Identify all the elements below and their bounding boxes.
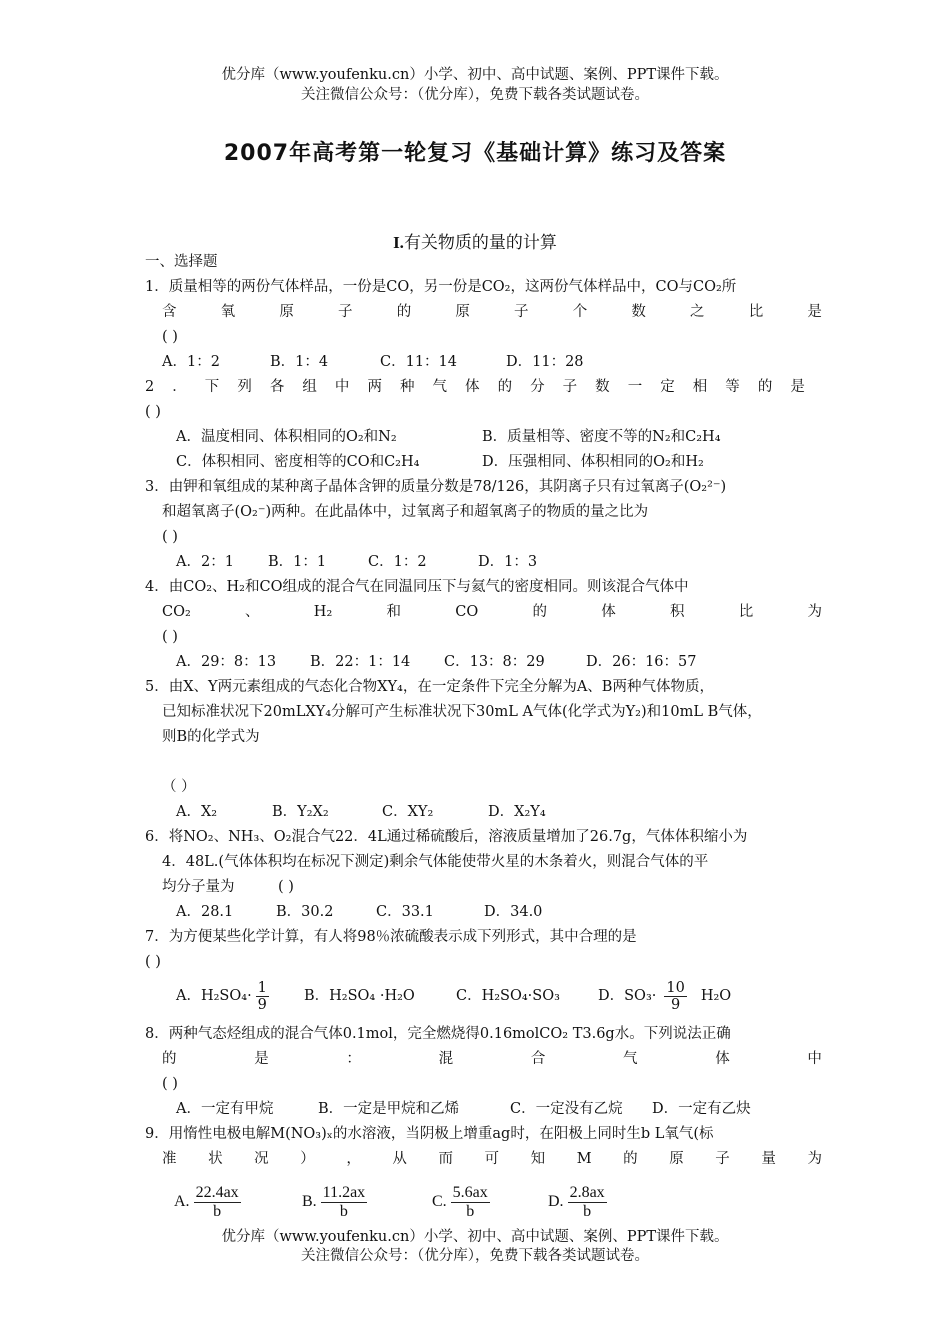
q9-option-a-label: A.	[174, 1193, 190, 1211]
q2-option-d: D．压强相同、体积相同的O₂和H₂	[482, 454, 704, 470]
q5-option-c: C．XY₂	[382, 804, 434, 820]
q6-option-c: C．33.1	[376, 904, 434, 920]
q3-line-1: 3．由钾和氧组成的某种离子晶体含钾的质量分数是78/126，其阴离子只有过氧离子(O₂²⁻)	[145, 479, 727, 495]
q8-line-2-word: 体	[715, 1051, 730, 1067]
q1-option-c: C．11：14	[380, 354, 457, 370]
q2-line-1-word: 等	[725, 379, 740, 395]
q2-options-row-1	[176, 427, 721, 447]
q9-option-d-numerator: 2.8ax	[569, 1184, 605, 1201]
q4-line-2-word: CO	[455, 604, 479, 620]
q4-line-2-word: 体	[601, 604, 616, 620]
q4-line-2-word: 积	[670, 604, 685, 620]
q4-option-a: A．29：8：13	[176, 654, 277, 670]
q2-line-1-word: 中	[334, 379, 350, 395]
q9-line-2-word: 准	[162, 1151, 177, 1167]
q7-option-a-prefix: A．H₂SO₄·	[176, 988, 252, 1004]
q1-line-2-word: 数	[631, 304, 646, 320]
q2-line-1-word: 两	[367, 379, 382, 395]
q2-line-1-word: 数	[595, 379, 610, 395]
q8-paren: ( )	[162, 1076, 178, 1092]
q4-paren: ( )	[162, 629, 178, 645]
q1-line-2-word: 氧	[220, 304, 236, 320]
header-line-1: 优分库（www.youfenku.cn）小学、初中、高中试题、案例、PPT课件下载。	[221, 67, 729, 83]
q7-option-d-fraction	[664, 980, 686, 1013]
q9-option-b	[302, 1184, 432, 1221]
q6-line-3	[162, 877, 294, 897]
q9-option-c-numerator: 5.6ax	[452, 1184, 488, 1201]
q7-option-b: B．H₂SO₄ ·H₂O	[304, 988, 415, 1004]
q9-line-2-word: M	[576, 1151, 592, 1167]
section-roman: I.	[393, 233, 404, 252]
q2-option-c: C．体积相同、密度相等的CO和C₂H₄	[176, 454, 420, 470]
q6-line-3-text: 均分子量为	[162, 879, 235, 895]
q9-line-2-word: 知	[530, 1151, 546, 1167]
q3-options	[176, 552, 537, 572]
q7-line-1: 7．为方便某些化学计算，有人将98％浓硫酸表示成下列形式，其中合理的是	[145, 929, 637, 945]
q3-option-d: D．1：3	[478, 554, 538, 570]
q9-option-d-denominator: b	[583, 1203, 592, 1220]
q2-line-1-word: 体	[465, 379, 480, 395]
q4-line-1: 4．由CO₂、H₂和CO组成的混合气在同温同压下与氦气的密度相同。则该混合气体中	[145, 579, 689, 595]
q4-option-b: B．22：1：14	[310, 654, 411, 670]
q7-option-d	[598, 979, 732, 1013]
q4-line-2-word: 和	[386, 604, 402, 620]
q7-option-a-denominator: 9	[257, 996, 267, 1013]
q5-line-2: 已知标准状况下20mLXY₄分解可产生标准状况下30mL A气体(化学式为Y₂)和10mL B气体，	[162, 704, 762, 720]
q7-option-a-numerator: 1	[257, 979, 267, 996]
q8-option-b: B．一定是甲烷和乙烯	[318, 1101, 460, 1117]
q9-line-2-word: 子	[715, 1151, 730, 1167]
q2-option-a: A．温度相同、体积相同的O₂和N₂	[176, 429, 397, 445]
q1-line-2-word: 子	[514, 304, 529, 320]
q2-line-1-word: 定	[660, 379, 675, 395]
q1-paren: ( )	[162, 329, 178, 345]
q8-line-2-word: 气	[623, 1051, 638, 1067]
q5-option-b: B．Y₂X₂	[272, 804, 329, 820]
q4-line-2-word: 、	[245, 604, 260, 620]
q7-option-d-prefix: D．SO₃·	[598, 988, 657, 1004]
q7-option-c: C．H₂SO₄·SO₃	[456, 988, 560, 1004]
q1-line-2-word: 之	[690, 304, 705, 320]
page-title: 2007年高考第一轮复习《基础计算》练习及答案	[223, 141, 727, 166]
q8-option-c: C．一定没有乙烷	[510, 1101, 623, 1117]
q1-line-2-word: 个	[572, 304, 588, 320]
q5-line-1: 5．由X、Y两元素组成的气态化合物XY₄，在一定条件下完全分解为A、B两种气体物质，	[145, 679, 714, 695]
q6-options	[176, 902, 542, 922]
q9-option-d-label: D.	[548, 1193, 564, 1211]
q2-line-1-word: 气	[432, 379, 448, 395]
q9-line-2	[162, 1149, 822, 1169]
footer-line-2: 关注微信公众号：（优分库），免费下载各类试题试卷。	[301, 1248, 649, 1264]
q2-line-1-word: 下	[204, 379, 220, 395]
q8-line-2-word: 中	[807, 1051, 822, 1067]
q4-line-2-word: CO₂	[162, 604, 191, 620]
q7-option-a	[176, 976, 304, 1016]
q2-line-1-word: 的	[497, 379, 513, 395]
q2-line-1-word: 组	[302, 379, 317, 395]
q9-option-c-fraction	[451, 1184, 490, 1221]
q7-option-d-suffix: H₂O	[700, 988, 732, 1004]
q4-line-2	[162, 602, 822, 622]
q9-option-c-denominator: b	[466, 1203, 475, 1220]
q9-line-2-word: 为	[807, 1151, 822, 1167]
q4-options	[176, 652, 696, 672]
q9-option-b-denominator: b	[339, 1203, 348, 1220]
section-text: 有关物质的量的计算	[403, 233, 557, 253]
q3-line-2: 和超氧离子(O₂⁻)两种。在此晶体中，过氧离子和超氧离子的物质的量之比为	[162, 504, 649, 520]
q7-option-d-numerator: 10	[666, 979, 685, 996]
q1-line-2-word: 是	[807, 304, 822, 320]
q9-option-a	[174, 1184, 302, 1221]
q4-option-d: D．26：16：57	[586, 654, 697, 670]
q8-line-2-word: 合	[530, 1051, 546, 1067]
q1-option-b: B．1：4	[270, 354, 329, 370]
q9-line-1: 9．用惰性电极电解M(NO₃)ₓ的水溶液，当阴极上增重ag时，在阳极上同时生b L氧气(标	[145, 1126, 714, 1142]
q5-option-a: A．X₂	[176, 804, 218, 820]
q7-paren: ( )	[145, 954, 161, 970]
q4-option-c: C．13：8：29	[444, 654, 545, 670]
q6-line-2: 4．48L.(气体体积均在标况下测定)剩余气体能使带火星的木条着火，则混合气体的平	[162, 854, 709, 870]
q9-option-a-denominator: b	[213, 1203, 222, 1220]
q3-option-c: C．1：2	[368, 554, 427, 570]
q9-option-b-numerator: 11.2ax	[322, 1184, 366, 1201]
q9-line-2-word: 量	[761, 1151, 776, 1167]
q9-line-2-word: 状	[208, 1151, 223, 1167]
q9-line-2-word: ）	[300, 1151, 315, 1167]
q8-line-2	[162, 1049, 822, 1069]
q6-line-1: 6．将NO₂、NH₃、O₂混合气22．4L通过稀硫酸后，溶液质量增加了26.7g，气体体积缩小为	[145, 829, 748, 845]
q2-line-1-word: 一	[627, 379, 643, 395]
q2-option-b: B．质量相等、密度不等的N₂和C₂H₄	[482, 429, 721, 445]
part-label: 一、选择题	[145, 254, 218, 270]
q1-line-1: 1．质量相等的两份气体样品，一份是CO，另一份是CO₂，这两份气体样品中，CO与CO₂所	[145, 279, 737, 295]
q5-options	[176, 802, 546, 822]
footer-line-1: 优分库（www.youfenku.cn）小学、初中、高中试题、案例、PPT课件下载。	[221, 1229, 729, 1245]
q5-line-3: 则B的化学式为	[162, 729, 260, 745]
q2-line-1-word: 列	[237, 379, 252, 395]
q5-paren: （ ）	[162, 779, 196, 795]
q1-line-2-word: 原	[279, 304, 294, 320]
q8-line-1: 8．两种气态烃组成的混合气体0.1mol，完全燃烧得0.16molCO₂ T3.6g水。下列说法正确	[145, 1026, 731, 1042]
q9-line-2-word: 的	[623, 1151, 638, 1167]
q2-line-1-word: 2	[145, 379, 155, 395]
q9-line-2-word: 从	[392, 1151, 407, 1167]
q2-line-1-word: 子	[562, 379, 578, 395]
q2-line-1-word: 相	[692, 379, 708, 395]
q2-line-1-word: 分	[530, 379, 545, 395]
q2-options-row-2	[176, 452, 704, 472]
q9-option-b-label: B.	[302, 1193, 317, 1211]
q7-options	[176, 976, 731, 1016]
q1-line-2	[162, 302, 822, 322]
q9-option-d-fraction	[568, 1184, 607, 1221]
q1-option-d: D．11：28	[506, 354, 584, 370]
q8-line-2-word: 混	[438, 1051, 454, 1067]
q6-option-b: B．30.2	[276, 904, 334, 920]
q8-option-d: D．一定有乙炔	[652, 1101, 751, 1117]
q8-options	[176, 1099, 751, 1119]
q2-line-1-word: 种	[399, 379, 415, 395]
q9-option-a-numerator: 22.4ax	[195, 1184, 239, 1201]
q1-line-2-word: 的	[396, 304, 412, 320]
q6-option-d: D．34.0	[484, 904, 543, 920]
q9-line-2-word: 况	[254, 1151, 269, 1167]
q2-line-1-word: 的	[757, 379, 773, 395]
q1-options	[162, 352, 584, 372]
q9-option-c-label: C.	[432, 1193, 447, 1211]
q1-line-2-word: 原	[455, 304, 470, 320]
q3-paren: ( )	[162, 529, 178, 545]
q1-line-2-word: 含	[162, 304, 177, 320]
q8-line-2-word: 是	[254, 1051, 269, 1067]
q2-line-1	[145, 377, 805, 397]
header-line-2: 关注微信公众号：（优分库），免费下载各类试题试卷。	[301, 87, 649, 103]
q8-option-a: A．一定有甲烷	[176, 1101, 274, 1117]
q1-line-2-word: 比	[748, 304, 764, 320]
q9-line-2-word: ，	[346, 1151, 361, 1167]
q4-line-2-word: H₂	[313, 604, 333, 620]
q5-option-d: D．X₂Y₄	[488, 804, 546, 820]
q2-line-1-word: ．	[172, 379, 187, 395]
q6-option-a: A．28.1	[176, 904, 234, 920]
q8-line-2-word: 的	[162, 1051, 177, 1067]
q2-line-1-word: 各	[269, 379, 285, 395]
q9-option-c	[432, 1184, 548, 1221]
q7-option-a-fraction	[256, 980, 269, 1013]
q9-option-d	[548, 1184, 611, 1220]
q9-option-b-fraction	[321, 1184, 368, 1221]
q7-option-d-denominator: 9	[670, 996, 681, 1013]
q9-line-2-word: 而	[438, 1151, 453, 1167]
q2-line-1-word: 是	[790, 379, 805, 395]
q9-option-a-fraction	[194, 1184, 241, 1221]
section-heading	[0, 228, 950, 253]
q4-line-2-word: 比	[738, 604, 754, 620]
q4-line-2-word: 为	[807, 604, 822, 620]
q9-line-2-word: 可	[484, 1151, 500, 1167]
q2-paren: ( )	[145, 404, 161, 420]
q8-line-2-word: ：	[346, 1051, 361, 1067]
q1-line-2-word: 子	[338, 304, 353, 320]
q9-line-2-word: 原	[669, 1151, 684, 1167]
q4-line-2-word: 的	[532, 604, 547, 620]
q1-option-a: A．1：2	[162, 354, 220, 370]
q9-options	[174, 1184, 611, 1221]
q3-option-a: A．2：1	[176, 554, 234, 570]
q3-option-b: B．1：1	[268, 554, 327, 570]
q6-paren: ( )	[278, 879, 294, 895]
